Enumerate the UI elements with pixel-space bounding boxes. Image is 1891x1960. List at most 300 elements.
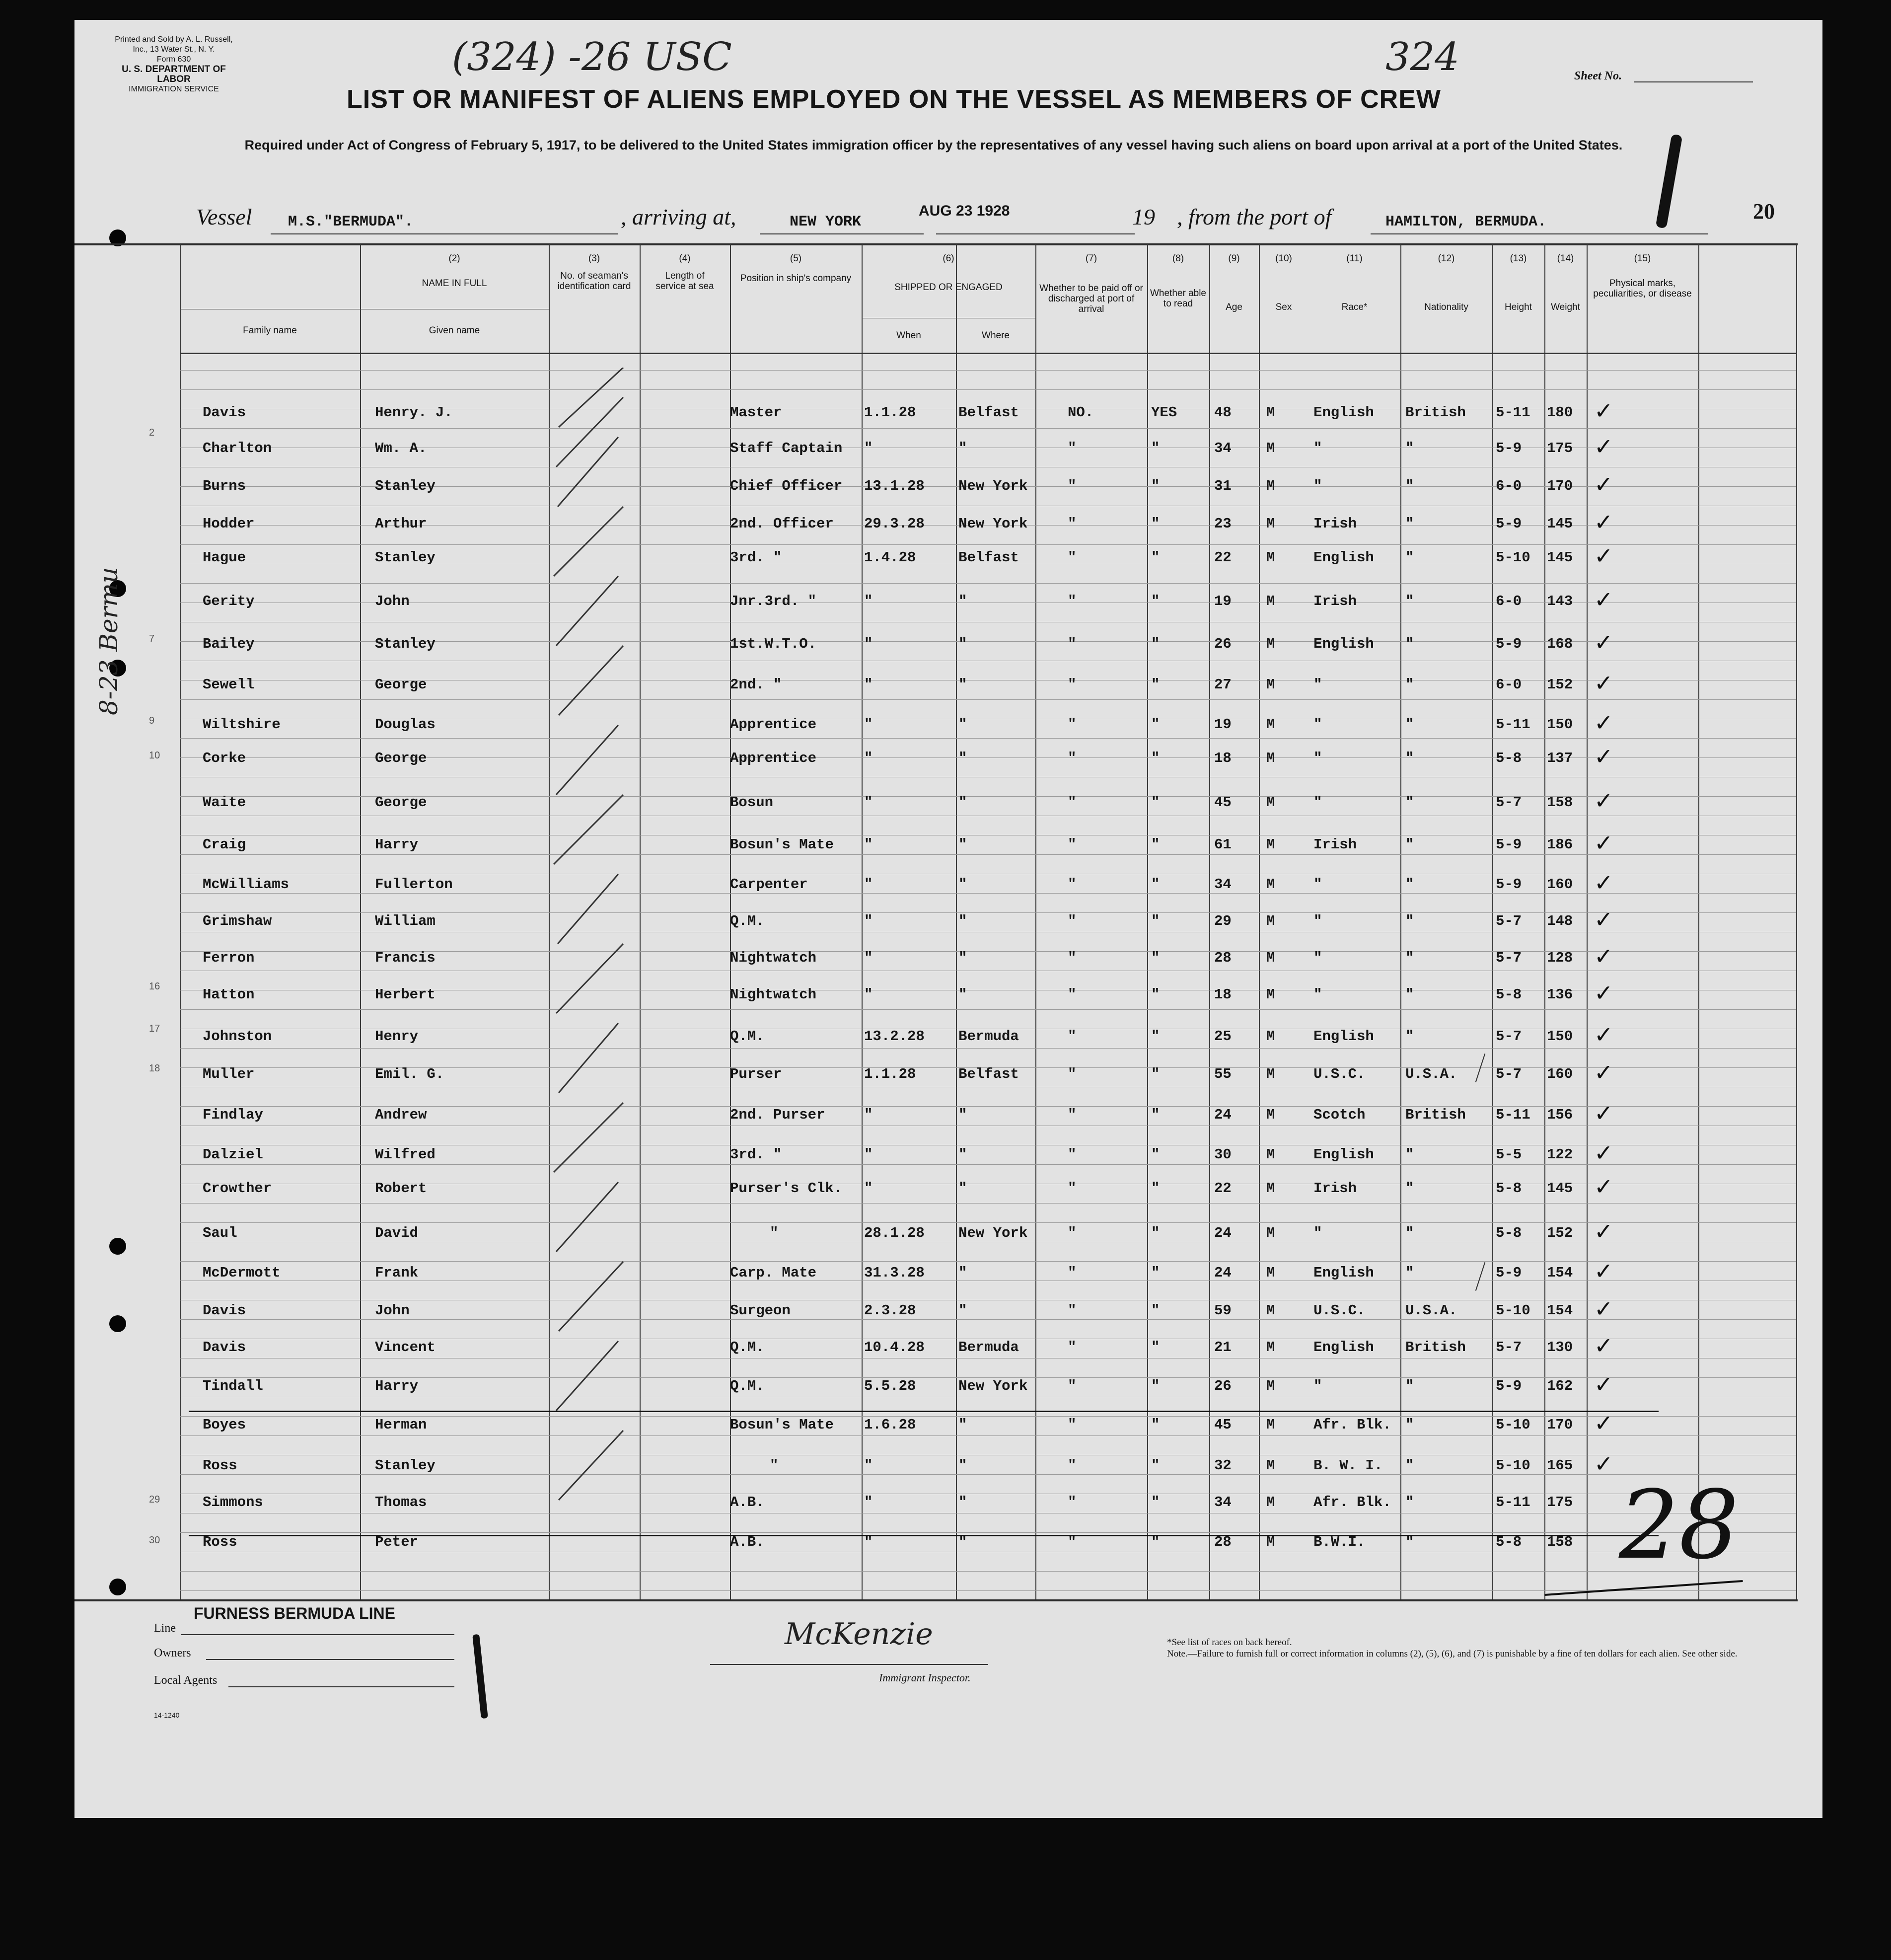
paid-off-cell: ": [1068, 716, 1077, 733]
weight-cell: 175: [1547, 1494, 1573, 1510]
race-cell: ": [1313, 913, 1322, 929]
age-cell: 24: [1214, 1107, 1232, 1123]
family-name-cell: Wiltshire: [203, 716, 281, 733]
header-bottom-rule: [180, 353, 1796, 354]
check-mark-icon: ✓: [1594, 944, 1613, 969]
able-to-read-cell: ": [1151, 677, 1160, 693]
column-number: (4): [679, 253, 691, 264]
age-cell: 30: [1214, 1146, 1232, 1163]
weight-cell: 145: [1547, 549, 1573, 566]
sex-cell: M: [1266, 836, 1275, 853]
row-rule: [180, 1222, 1796, 1223]
race-cell: English: [1313, 1339, 1374, 1356]
shipped-when-cell: 13.1.28: [864, 478, 925, 494]
position-cell: Surgeon: [730, 1302, 791, 1319]
race-cell: ": [1313, 794, 1322, 811]
column-number: (15): [1634, 253, 1651, 264]
shipped-when-cell: 13.2.28: [864, 1028, 925, 1045]
able-to-read-cell: ": [1151, 1378, 1160, 1394]
service-name: IMMIGRATION SERVICE: [129, 85, 219, 93]
nationality-cell: ": [1405, 478, 1414, 494]
nationality-cell: ": [1405, 836, 1414, 853]
height-cell: 5-7: [1496, 913, 1522, 929]
position-cell: Chief Officer: [730, 478, 843, 494]
race-cell: English: [1313, 1028, 1374, 1045]
position-cell: Apprentice: [730, 716, 817, 733]
position-cell: 3rd. ": [730, 549, 782, 566]
race-cell: English: [1313, 549, 1374, 566]
able-to-read-cell: ": [1151, 1494, 1160, 1510]
nationality-cell: ": [1405, 986, 1414, 1003]
height-cell: 6-0: [1496, 593, 1522, 609]
position-cell: Nightwatch: [730, 950, 817, 966]
check-mark-icon: ✓: [1594, 510, 1613, 535]
row-rule: [180, 1164, 1796, 1165]
sex-cell: M: [1266, 478, 1275, 494]
row-rule: [180, 738, 1796, 739]
weight-cell: 160: [1547, 876, 1573, 893]
department-name: U. S. DEPARTMENT OF LABOR: [122, 64, 226, 84]
family-name-cell: Findlay: [203, 1107, 263, 1123]
nationality-cell: ": [1405, 516, 1414, 532]
column-header-id-card: No. of seaman's identification card: [557, 271, 631, 292]
shipped-where-cell: ": [958, 1417, 967, 1433]
weight-cell: 168: [1547, 636, 1573, 652]
nationality-cell: ": [1405, 1494, 1414, 1510]
family-name-cell: Davis: [203, 404, 246, 421]
sex-cell: M: [1266, 516, 1275, 532]
weight-cell: 160: [1547, 1066, 1573, 1082]
sheet-no-field: [1634, 81, 1753, 82]
check-mark-icon: ✓: [1594, 870, 1613, 896]
shipped-where-cell: New York: [958, 1225, 1028, 1241]
check-mark-icon: ✓: [1594, 1140, 1613, 1166]
able-to-read-cell: ": [1151, 750, 1160, 766]
paid-off-cell: ": [1068, 440, 1077, 456]
row-rule: [180, 854, 1796, 855]
arriving-label: , arriving at,: [621, 204, 736, 229]
able-to-read-cell: ": [1151, 478, 1160, 494]
height-cell: 5-10: [1496, 549, 1530, 566]
column-number: (2): [448, 253, 460, 264]
vessel-name: M.S."BERMUDA".: [288, 214, 414, 230]
height-cell: 5-9: [1496, 440, 1522, 456]
height-cell: 5-9: [1496, 516, 1522, 532]
nationality-cell: ": [1405, 440, 1414, 456]
height-cell: 5-7: [1496, 950, 1522, 966]
position-cell: ": [770, 1225, 779, 1241]
row-number: 29: [149, 1494, 160, 1505]
position-cell: 2nd. Purser: [730, 1107, 825, 1123]
given-name-cell: Stanley: [375, 636, 436, 652]
weight-cell: 170: [1547, 1417, 1573, 1433]
able-to-read-cell: ": [1151, 836, 1160, 853]
age-cell: 22: [1214, 1180, 1232, 1197]
given-name-cell: Stanley: [375, 549, 436, 566]
height-cell: 6-0: [1496, 677, 1522, 693]
family-name-cell: Tindall: [203, 1378, 263, 1394]
shipped-when-cell: 1.6.28: [864, 1417, 916, 1433]
shipped-where-cell: ": [958, 794, 967, 811]
row-number: 7: [149, 633, 155, 644]
race-cell: ": [1313, 986, 1322, 1003]
weight-cell: 152: [1547, 1225, 1573, 1241]
row-rule: [180, 583, 1796, 584]
given-name-cell: John: [375, 1302, 410, 1319]
row-rule: [180, 1590, 1796, 1591]
shipped-where-cell: ": [958, 636, 967, 652]
age-cell: 19: [1214, 593, 1232, 609]
weight-cell: 175: [1547, 440, 1573, 456]
age-cell: 34: [1214, 440, 1232, 456]
row-number: 16: [149, 981, 160, 992]
check-mark-icon: ✓: [1594, 671, 1613, 696]
weight-cell: 180: [1547, 404, 1573, 421]
column-header-where: Where: [982, 330, 1010, 341]
shipped-where-cell: ": [958, 440, 967, 456]
family-name-cell: Muller: [203, 1066, 255, 1082]
given-name-cell: Henry: [375, 1028, 419, 1045]
given-name-cell: Francis: [375, 950, 436, 966]
check-mark-icon: ✓: [1594, 587, 1613, 612]
footer-notes: [1167, 1637, 1738, 1659]
position-cell: A.B.: [730, 1494, 765, 1510]
check-mark-icon: ✓: [1594, 744, 1613, 769]
column-number: (7): [1085, 253, 1097, 264]
race-cell: ": [1313, 876, 1322, 893]
shipped-where-cell: ": [958, 1457, 967, 1474]
printer-line: Printed and Sold by A. L. Russell, Inc., 13 Water St., N. Y.: [115, 35, 233, 54]
handwritten-number: 324: [1385, 35, 1459, 79]
family-name-cell: Davis: [203, 1302, 246, 1319]
row-rule: [180, 1532, 1796, 1533]
weight-cell: 143: [1547, 593, 1573, 609]
check-mark-icon: ✓: [1594, 472, 1613, 497]
id-card-pen-strokes: [549, 368, 640, 1510]
row-number: 17: [149, 1023, 160, 1034]
position-cell: 2nd. ": [730, 677, 782, 693]
height-cell: 5-8: [1496, 1225, 1522, 1241]
nationality-cell: ": [1405, 1028, 1414, 1045]
from-port-label: , from the port of: [1177, 204, 1332, 229]
sex-cell: M: [1266, 1302, 1275, 1319]
age-cell: 45: [1214, 1417, 1232, 1433]
age-cell: 18: [1214, 750, 1232, 766]
race-cell: ": [1313, 950, 1322, 966]
weight-cell: 122: [1547, 1146, 1573, 1163]
age-cell: 55: [1214, 1066, 1232, 1082]
sex-cell: M: [1266, 1339, 1275, 1356]
age-cell: 45: [1214, 794, 1232, 811]
paid-off-cell: NO.: [1068, 404, 1094, 421]
inspector-label: Immigrant Inspector.: [879, 1671, 971, 1684]
weight-cell: 145: [1547, 516, 1573, 532]
race-cell: Afr. Blk.: [1313, 1494, 1391, 1510]
weight-cell: 148: [1547, 913, 1573, 929]
race-cell: Irish: [1313, 593, 1357, 609]
able-to-read-cell: ": [1151, 986, 1160, 1003]
paid-off-cell: ": [1068, 876, 1077, 893]
race-cell: B. W. I.: [1313, 1457, 1383, 1474]
check-mark-icon: ✓: [1594, 1022, 1613, 1048]
row-rule: [180, 893, 1796, 894]
able-to-read-cell: ": [1151, 593, 1160, 609]
form-code: 14-1240: [154, 1711, 180, 1719]
column-header-service-length: Length of service at sea: [655, 271, 714, 292]
height-cell: 5-9: [1496, 836, 1522, 853]
height-cell: 5-7: [1496, 1066, 1522, 1082]
able-to-read-cell: ": [1151, 1107, 1160, 1123]
row-rule: [180, 699, 1796, 700]
strikethrough-line: [189, 1535, 1659, 1536]
given-name-cell: Douglas: [375, 716, 436, 733]
family-name-cell: Saul: [203, 1225, 237, 1241]
able-to-read-cell: ": [1151, 1028, 1160, 1045]
able-to-read-cell: ": [1151, 549, 1160, 566]
height-cell: 5-9: [1496, 876, 1522, 893]
sex-cell: M: [1266, 1494, 1275, 1510]
strikethrough-line: [189, 1411, 1659, 1412]
position-cell: Q.M.: [730, 1378, 765, 1394]
height-cell: 5-8: [1496, 986, 1522, 1003]
given-name-cell: David: [375, 1225, 419, 1241]
height-cell: 5-8: [1496, 750, 1522, 766]
nationality-cell: ": [1405, 1534, 1414, 1550]
pen-stroke: [472, 1634, 488, 1719]
arriving-field-line: [760, 233, 924, 234]
row-rule: [180, 1009, 1796, 1010]
weight-cell: 170: [1547, 478, 1573, 494]
shipped-where-cell: ": [958, 950, 967, 966]
column-header-sex: Sex: [1275, 302, 1292, 312]
sex-cell: M: [1266, 1534, 1275, 1550]
sex-cell: M: [1266, 950, 1275, 966]
able-to-read-cell: ": [1151, 1302, 1160, 1319]
check-mark-icon: ✓: [1594, 1296, 1613, 1322]
shipped-when-cell: ": [864, 913, 873, 929]
able-to-read-cell: ": [1151, 1339, 1160, 1356]
paid-off-cell: ": [1068, 1225, 1077, 1241]
able-to-read-cell: ": [1151, 794, 1160, 811]
nationality-cell: British: [1405, 404, 1466, 421]
nationality-cell: ": [1405, 1146, 1414, 1163]
position-cell: Master: [730, 404, 782, 421]
height-cell: 5-11: [1496, 1494, 1530, 1510]
given-name-cell: Stanley: [375, 1457, 436, 1474]
weight-cell: 186: [1547, 836, 1573, 853]
given-name-cell: Robert: [375, 1180, 427, 1197]
column-header-name: NAME IN FULL: [422, 278, 487, 289]
height-cell: 5-11: [1496, 716, 1530, 733]
column-rule: [1796, 244, 1797, 1599]
paid-off-cell: ": [1068, 794, 1077, 811]
weight-cell: 162: [1547, 1378, 1573, 1394]
height-cell: 5-7: [1496, 1028, 1522, 1045]
column-number: (13): [1510, 253, 1527, 264]
height-cell: 5-10: [1496, 1417, 1530, 1433]
punch-hole: [109, 1238, 126, 1255]
weight-cell: 165: [1547, 1457, 1573, 1474]
family-name-cell: Ross: [203, 1534, 237, 1550]
family-name-cell: Crowther: [203, 1180, 272, 1197]
row-rule: [180, 1319, 1796, 1320]
age-cell: 34: [1214, 1494, 1232, 1510]
row-rule: [180, 544, 1796, 545]
column-number: (6): [943, 253, 954, 264]
able-to-read-cell: ": [1151, 1457, 1160, 1474]
shipped-where-cell: New York: [958, 478, 1028, 494]
race-cell: Irish: [1313, 1180, 1357, 1197]
table-bottom-rule: [74, 1599, 1798, 1601]
family-name-cell: Burns: [203, 478, 246, 494]
race-cell: U.S.C.: [1313, 1066, 1366, 1082]
year-label: 19: [1132, 204, 1155, 229]
nationality-cell: ": [1405, 794, 1414, 811]
nationality-cell: ": [1405, 1225, 1414, 1241]
shipped-where-cell: ": [958, 677, 967, 693]
age-cell: 32: [1214, 1457, 1232, 1474]
paid-off-cell: ": [1068, 836, 1077, 853]
given-name-cell: Henry. J.: [375, 404, 453, 421]
nationality-cell: ": [1405, 716, 1414, 733]
age-cell: 27: [1214, 677, 1232, 693]
given-name-cell: Wm. A.: [375, 440, 427, 456]
family-name-cell: Dalziel: [203, 1146, 263, 1163]
age-cell: 23: [1214, 516, 1232, 532]
paid-off-cell: ": [1068, 516, 1077, 532]
family-name-cell: Sewell: [203, 677, 255, 693]
row-rule: [180, 1261, 1796, 1262]
shipped-when-cell: ": [864, 1107, 873, 1123]
nationality-cell: ": [1405, 1378, 1414, 1394]
height-cell: 5-9: [1496, 636, 1522, 652]
height-cell: 5-10: [1496, 1302, 1530, 1319]
age-cell: 25: [1214, 1028, 1232, 1045]
shipped-where-cell: New York: [958, 516, 1028, 532]
family-name-cell: Ferron: [203, 950, 255, 966]
check-mark-icon: ✓: [1594, 1219, 1613, 1244]
height-cell: 5-10: [1496, 1457, 1530, 1474]
able-to-read-cell: ": [1151, 950, 1160, 966]
printer-imprint: [109, 35, 238, 94]
shipped-where-cell: ": [958, 1146, 967, 1163]
paid-off-cell: ": [1068, 1339, 1077, 1356]
given-name-cell: Stanley: [375, 478, 436, 494]
given-name-cell: Andrew: [375, 1107, 427, 1123]
sex-cell: M: [1266, 986, 1275, 1003]
paid-off-cell: ": [1068, 1457, 1077, 1474]
paid-off-cell: ": [1068, 1534, 1077, 1550]
shipped-where-cell: Bermuda: [958, 1339, 1019, 1356]
shipped-when-cell: 5.5.28: [864, 1378, 916, 1394]
shipping-line-name: FURNESS BERMUDA LINE: [194, 1604, 395, 1622]
check-mark-icon: ✓: [1594, 788, 1613, 814]
sex-cell: M: [1266, 794, 1275, 811]
age-cell: 21: [1214, 1339, 1232, 1356]
family-name-cell: Boyes: [203, 1417, 246, 1433]
column-header-age: Age: [1226, 302, 1242, 312]
check-mark-icon: ✓: [1594, 1372, 1613, 1397]
check-mark-icon: ✓: [1594, 1451, 1613, 1477]
family-name-cell: Waite: [203, 794, 246, 811]
race-cell: ": [1313, 440, 1322, 456]
inspector-signature-line: [710, 1664, 988, 1665]
height-cell: 5-7: [1496, 1339, 1522, 1356]
sex-cell: M: [1266, 716, 1275, 733]
race-cell: English: [1313, 636, 1374, 652]
shipped-where-cell: ": [958, 1107, 967, 1123]
family-name-cell: Bailey: [203, 636, 255, 652]
race-cell: ": [1313, 1378, 1322, 1394]
sex-cell: M: [1266, 677, 1275, 693]
punch-hole: [109, 1579, 126, 1595]
family-name-cell: Gerity: [203, 593, 255, 609]
given-name-cell: Herman: [375, 1417, 427, 1433]
table-top-rule: [74, 243, 1798, 245]
nationality-cell: ": [1405, 1457, 1414, 1474]
arrival-port: NEW YORK: [790, 214, 862, 230]
nationality-cell: ": [1405, 950, 1414, 966]
column-header-shipped: SHIPPED OR ENGAGED: [894, 282, 1003, 293]
sex-cell: M: [1266, 913, 1275, 929]
position-cell: A.B.: [730, 1534, 765, 1550]
nationality-cell: British: [1405, 1339, 1466, 1356]
check-mark-icon: ✓: [1594, 1174, 1613, 1200]
paid-off-cell: ": [1068, 677, 1077, 693]
given-name-cell: Arthur: [375, 516, 427, 532]
shipped-where-cell: ": [958, 1265, 967, 1281]
shipped-when-cell: 10.4.28: [864, 1339, 925, 1356]
given-name-cell: Fullerton: [375, 876, 453, 893]
weight-cell: 158: [1547, 794, 1573, 811]
shipped-when-cell: ": [864, 986, 873, 1003]
shipped-where-cell: ": [958, 716, 967, 733]
departure-port: HAMILTON, BERMUDA.: [1385, 214, 1547, 230]
handwritten-total: 28: [1619, 1470, 1739, 1580]
row-rule: [180, 370, 1796, 371]
family-name-cell: Corke: [203, 750, 246, 766]
column-header-when: When: [896, 330, 921, 341]
weight-cell: 150: [1547, 1028, 1573, 1045]
shipped-where-cell: ": [958, 986, 967, 1003]
sex-cell: M: [1266, 1066, 1275, 1082]
weight-cell: 156: [1547, 1107, 1573, 1123]
position-cell: Bosun: [730, 794, 774, 811]
shipped-when-cell: ": [864, 794, 873, 811]
shipped-when-cell: ": [864, 950, 873, 966]
given-name-cell: Harry: [375, 1378, 419, 1394]
shipped-when-cell: ": [864, 716, 873, 733]
sex-cell: M: [1266, 593, 1275, 609]
paid-off-cell: ": [1068, 913, 1077, 929]
able-to-read-cell: ": [1151, 876, 1160, 893]
column-header-paid-off: Whether to be paid off or discharged at port of arrival: [1039, 283, 1143, 314]
shipped-when-cell: ": [864, 440, 873, 456]
row-rule: [180, 1203, 1796, 1204]
race-cell: ": [1313, 677, 1322, 693]
shipped-where-cell: ": [958, 750, 967, 766]
date-field-line: [936, 233, 1135, 234]
sex-cell: M: [1266, 440, 1275, 456]
age-cell: 59: [1214, 1302, 1232, 1319]
column-header-physical-marks: Physical marks, peculiarities, or disease: [1593, 278, 1692, 299]
given-name-cell: George: [375, 677, 427, 693]
position-cell: Jnr.3rd. ": [730, 593, 817, 609]
row-number: 2: [149, 427, 155, 438]
race-cell: English: [1313, 1265, 1374, 1281]
weight-cell: 145: [1547, 1180, 1573, 1197]
paid-off-cell: ": [1068, 478, 1077, 494]
